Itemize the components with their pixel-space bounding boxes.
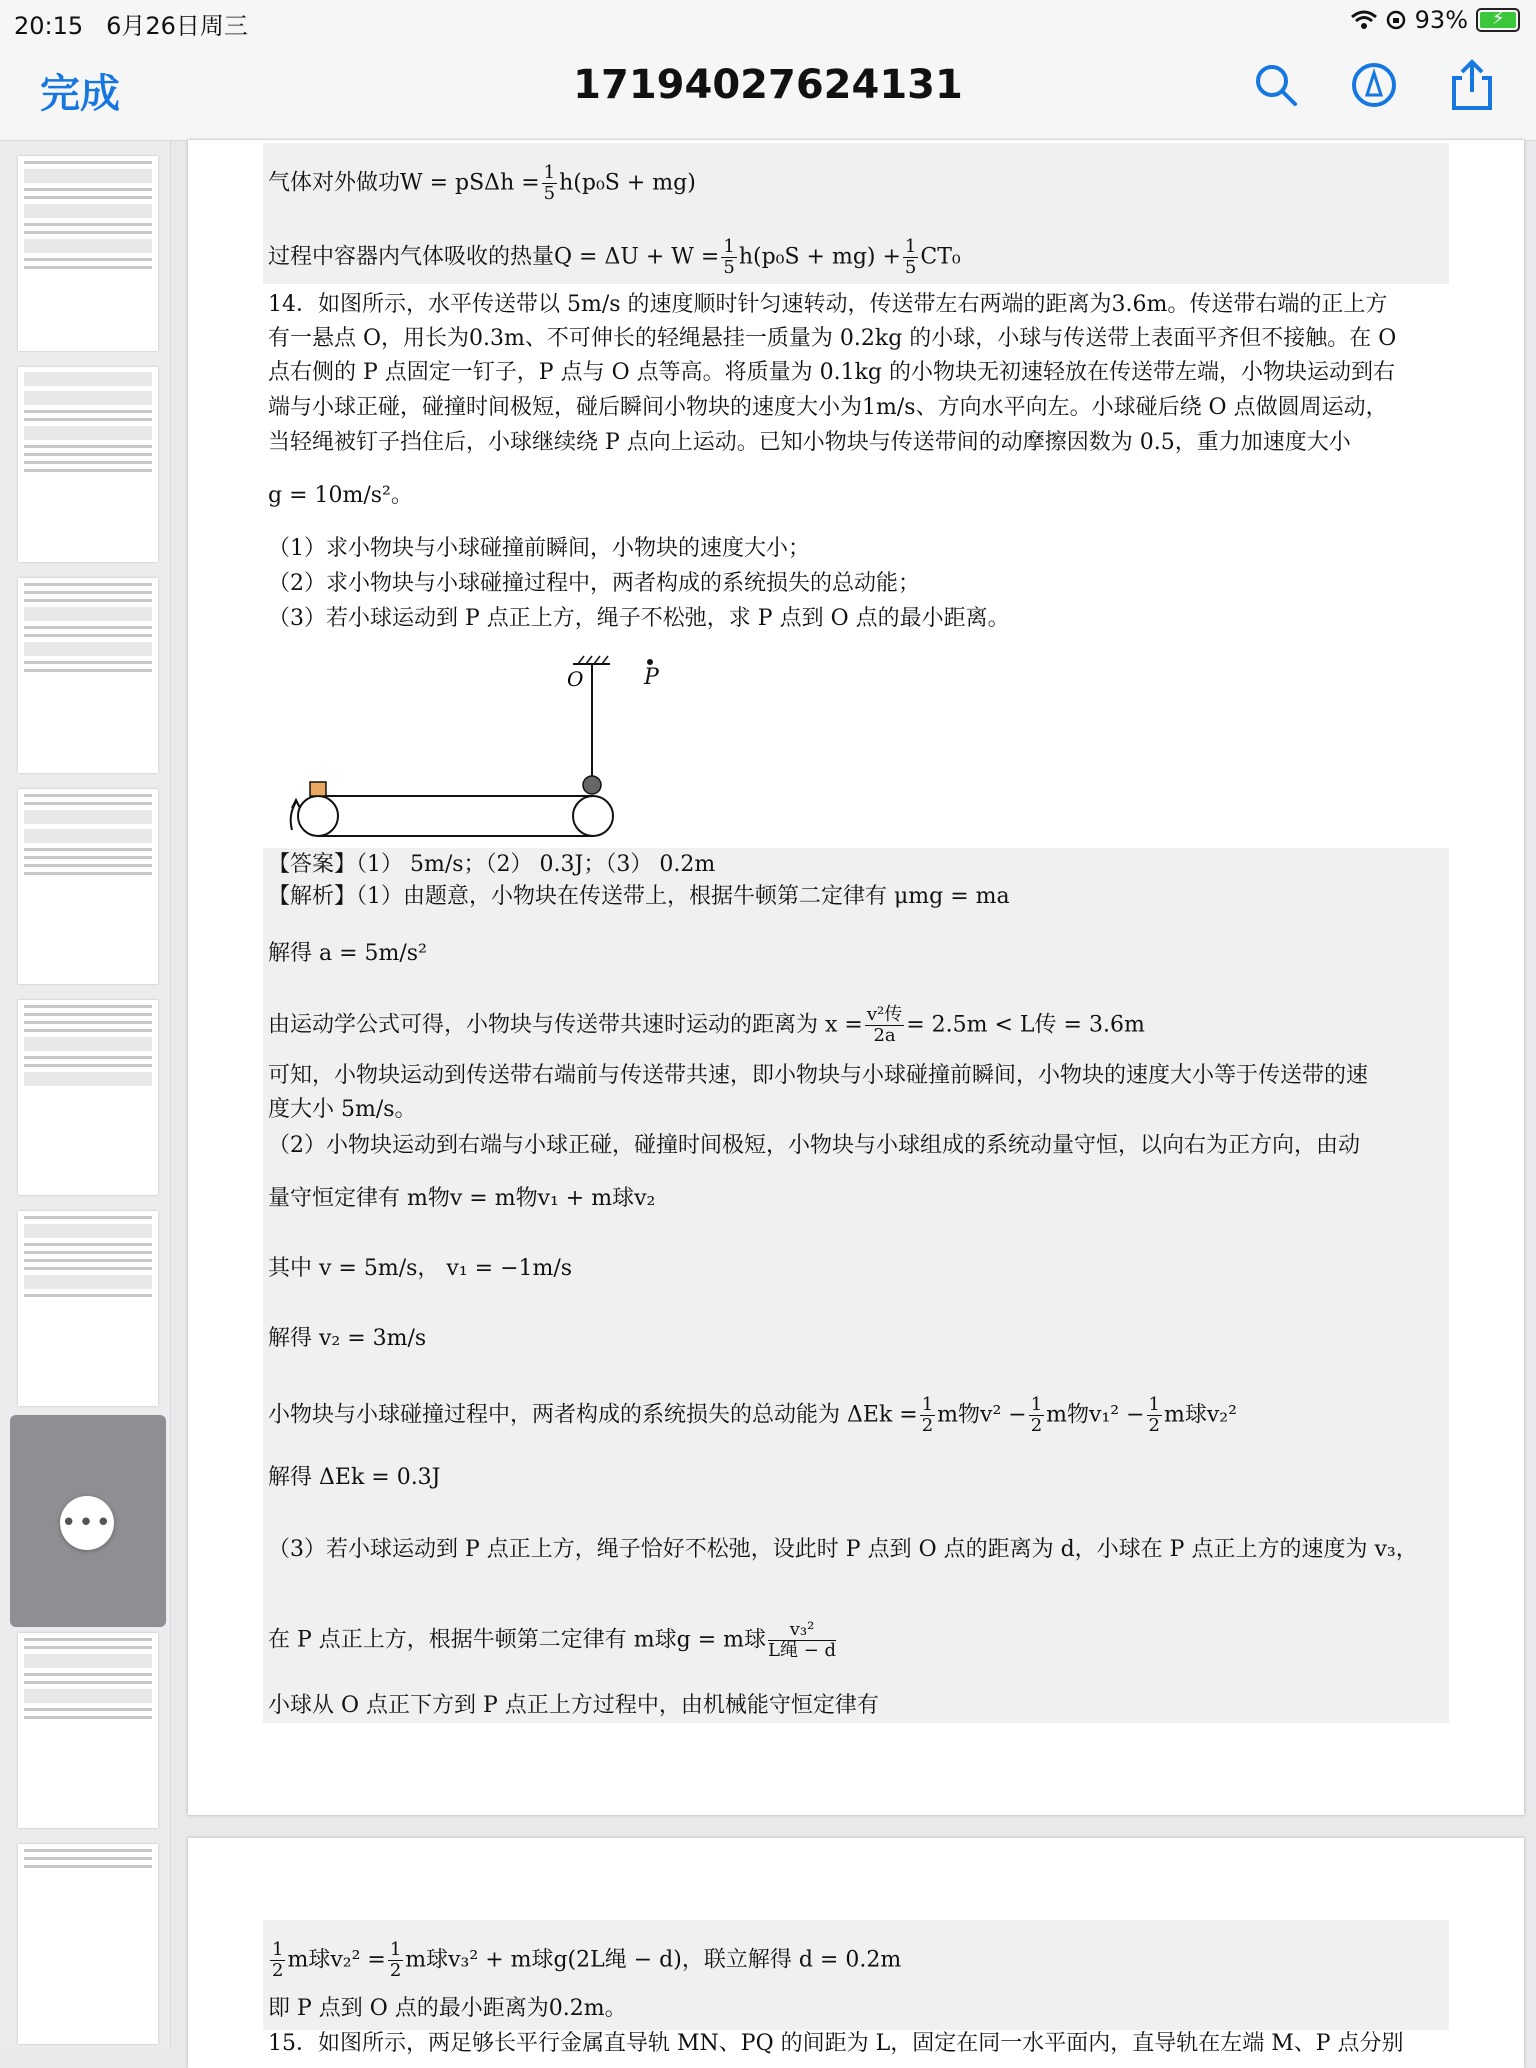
status-indicators [1351, 6, 1520, 34]
question-line: 15．如图所示，两足够长平行金属直导轨 MN、PQ 的间距为 L，固定在同一水平面内，直导轨在左端 M、P 点分别 [268, 2031, 1404, 2056]
label-O: O [567, 667, 584, 691]
answer-line: 【答案】（1） 5m/s；（2） 0.3J；（3） 0.2m [268, 852, 716, 877]
markup-pen-icon[interactable] [1350, 61, 1398, 109]
search-icon[interactable] [1252, 61, 1300, 109]
energy-loss-equation: 小物块与小球碰撞过程中，两者构成的系统损失的总动能为 ΔEk = $\frac{1}{2}$ m物v² − $\frac{1}{2}$ m物v₁² − $\frac{1}{2}$ m球v₂² [268, 1394, 1237, 1436]
share-icon[interactable] [1448, 58, 1496, 112]
analysis-line: 解得 a = 5m/s² [268, 941, 427, 966]
analysis-line: 其中 v = 5m/s， v₁ = −1m/s [268, 1256, 573, 1281]
battery-percent: 93% [1414, 6, 1468, 34]
analysis-line: （3）若小球运动到 P 点正上方，绳子恰好不松弛，设此时 P 点到 O 点的距离为 d，小球在 P 点正上方的速度为 v₃， [268, 1537, 1418, 1562]
question-line: 点右侧的 P 点固定一钉子，P 点与 O 点等高。将质量为 0.1kg 的小物块无初速轻放在传送带左端，小物块运动到右 [268, 360, 1395, 385]
analysis-line: 小球从 O 点正下方到 P 点正上方过程中，由机械能守恒定律有 [268, 1693, 879, 1718]
page-thumbnail[interactable] [18, 1000, 158, 1195]
toolbar-icons [1252, 58, 1496, 112]
battery-icon: ⚡ [1476, 8, 1520, 32]
page-thumbnail[interactable] [18, 1633, 158, 1828]
page-thumbnail[interactable] [18, 578, 158, 773]
analysis-line: 解得 v₂ = 3m/s [268, 1326, 427, 1351]
status-bar [0, 0, 1536, 40]
gravity-line: g = 10m/s²。 [268, 483, 413, 508]
newton-equation: 在 P 点正上方，根据牛顿第二定律有 m球g = m球 v₃² L绳 − d [268, 1619, 837, 1661]
energy-conservation-equation: $\frac{1}{2}$ m球v₂² = $\frac{1}{2}$ m球v₃² + m球g(2L绳 − d)，联立解得 d = 0.2m [272, 1939, 902, 1981]
done-button[interactable]: 完成 [40, 71, 120, 117]
question-line: 有一悬点 O，用长为0.3m、不可伸长的轻绳悬挂一质量为 0.2kg 的小球，小球与传送带上表面平齐但不接触。在 O [268, 326, 1397, 351]
status-time: 20:15 [14, 12, 84, 40]
work-equation: 气体对外做功W = pSΔh = $\frac{1}{5}$ h(p₀S + mg) [268, 162, 696, 204]
page-thumbnail[interactable] [18, 367, 158, 562]
subquestion-3: （3）若小球运动到 P 点正上方，绳子不松弛，求 P 点到 O 点的最小距离。 [268, 606, 1010, 631]
status-time-date [14, 6, 248, 41]
nav-bar [0, 40, 1536, 141]
conveyor-belt-figure [280, 650, 620, 840]
analysis-line: 可知，小物块运动到传送带右端前与传送带共速，即小物块与小球碰撞前瞬间，小物块的速度大小等于传送带的速 [268, 1063, 1369, 1088]
analysis-line: （2）小物块运动到右端与小球正碰，碰撞时间极短，小物块与小球组成的系统动量守恒，以向右为正方向，由动 [268, 1133, 1361, 1158]
page-thumbnail[interactable] [18, 789, 158, 984]
question-line: 端与小球正碰，碰撞时间极短，碰后瞬间小物块的速度大小为1m/s、方向水平向左。小球碰后绕 O 点做圆周运动， [268, 395, 1388, 420]
subquestion-2: （2）求小物块与小球碰撞过程中，两者构成的系统损失的总动能； [268, 571, 920, 596]
subquestion-1: （1）求小物块与小球碰撞前瞬间，小物块的速度大小； [268, 536, 810, 561]
question-line: 14．如图所示，水平传送带以 5m/s 的速度顺时针匀速转动，传送带左右两端的距离为3.6m。传送带右端的正上方 [268, 292, 1388, 317]
point-P-marker [646, 658, 654, 666]
question-line: 当轻绳被钉子挡住后，小球继续绕 P 点向上运动。已知小物块与传送带间的动摩擦因数为 0.5，重力加速度大小 [268, 430, 1351, 455]
analysis-line: 即 P 点到 O 点的最小距离为0.2m。 [268, 1996, 627, 2021]
more-options-icon[interactable]: ••• [60, 1496, 114, 1550]
analysis-line: 度大小 5m/s。 [268, 1097, 417, 1122]
status-date: 6月26日周三 [106, 12, 248, 40]
rotation-lock-icon [1385, 9, 1407, 31]
kinematics-equation: 由运动学公式可得，小物块与传送带共速时运动的距离为 x = v²传 2a = 2.5m < L传 = 3.6m [268, 1004, 1145, 1046]
page-thumbnail[interactable] [18, 1844, 158, 2044]
label-P: P [644, 665, 659, 690]
heat-equation: 过程中容器内气体吸收的热量Q = ΔU + W = $\frac{1}{5}$ h(p₀S + mg) + $\frac{1}{5}$ CT₀ [268, 236, 961, 278]
page-thumbnail[interactable] [18, 156, 158, 351]
highlight-block [263, 848, 1449, 1723]
thumbnail-sidebar[interactable] [0, 141, 171, 2048]
analysis-line: 解得 ΔEk = 0.3J [268, 1465, 441, 1490]
document-title: 17194027624131 [573, 62, 963, 108]
page-thumbnail[interactable] [18, 1211, 158, 1406]
analysis-line: 量守恒定律有 m物v = m物v₁ + m球v₂ [268, 1186, 656, 1211]
analysis-line: 【解析】（1）由题意，小物块在传送带上，根据牛顿第二定律有 μmg = ma [268, 884, 1010, 909]
wifi-icon [1351, 10, 1377, 30]
